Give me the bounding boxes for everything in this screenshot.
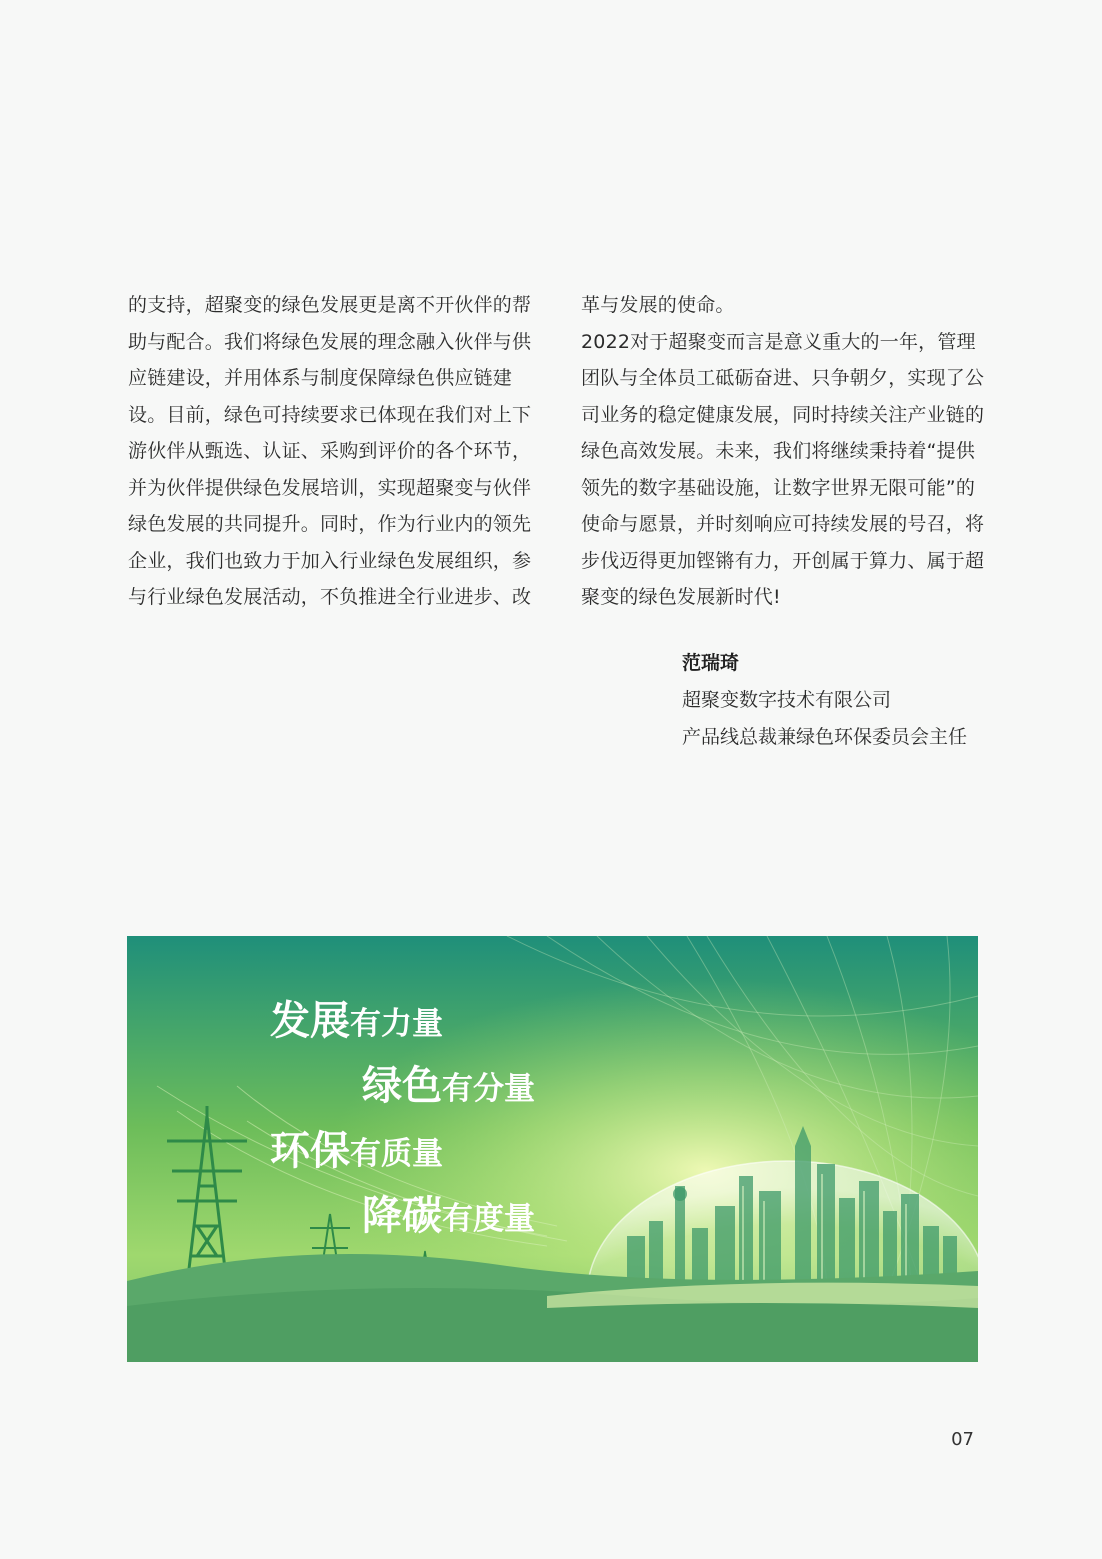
paragraph-line: 绿色发展的共同提升。同时，作为行业内的领先 [128, 513, 532, 535]
slogan-big: 降碳 [362, 1193, 442, 1239]
paragraph-line: 设。目前，绿色可持续要求已体现在我们对上下 [128, 403, 532, 426]
slogan-big: 发展 [270, 998, 350, 1044]
paragraph-line: 步伐迈得更加铿锵有力，开创属于算力、属于超 [581, 549, 985, 572]
paragraph-line: 应链建设，并用体系与制度保障绿色供应链建 [128, 367, 513, 389]
slogan-small: 有分量 [442, 1071, 535, 1107]
signer-company: 超聚变数字技术有限公司 [682, 689, 892, 711]
paragraph-line: 的支持，超聚变的绿色发展更是离不开伙伴的帮 [128, 294, 532, 316]
signer-title: 产品线总裁兼绿色环保委员会主任 [682, 726, 968, 748]
slogan-big: 环保 [270, 1128, 350, 1174]
paragraph-line: 聚变的绿色发展新时代! [581, 586, 781, 608]
paragraph-line: 司业务的稳定健康发展，同时持续关注产业链的 [581, 403, 985, 426]
paragraph-line: 2022对于超聚变而言是意义重大的一年，管理 [581, 330, 976, 353]
paragraph-line: 绿色高效发展。未来，我们将继续秉持着“提供 [581, 440, 976, 462]
slogan-big: 绿色 [362, 1063, 442, 1109]
signer-name: 范瑞琦 [682, 652, 740, 674]
page-number: 07 [951, 1429, 974, 1450]
green-development-banner [127, 936, 978, 1362]
paragraph-line: 与行业绿色发展活动，不负推进全行业进步、改 [128, 586, 532, 608]
paragraph-line: 领先的数字基础设施，让数字世界无限可能”的 [581, 476, 976, 499]
slogan-small: 有质量 [350, 1136, 443, 1172]
paragraph-line: 企业，我们也致力于加入行业绿色发展组织，参 [128, 549, 532, 572]
paragraph-line: 并为伙伴提供绿色发展培训，实现超聚变与伙伴 [128, 476, 532, 499]
banner-illustration [127, 936, 978, 1362]
signature-block [682, 645, 967, 756]
slogan-small: 有度量 [442, 1201, 535, 1237]
paragraph-line: 团队与全体员工砥砺奋进、只争朝夕，实现了公 [581, 367, 985, 389]
paragraph-line: 助与配合。我们将绿色发展的理念融入伙伴与供 [128, 330, 532, 353]
paragraph-line: 使命与愿景，并时刻响应可持续发展的号召，将 [581, 513, 985, 535]
right-text-column [581, 287, 985, 616]
paragraph-line: 革与发展的使命。 [581, 294, 735, 316]
slogan-small: 有力量 [350, 1006, 443, 1042]
paragraph-line: 游伙伴从甄选、认证、采购到评价的各个环节， [128, 440, 532, 462]
left-text-column [128, 287, 532, 616]
